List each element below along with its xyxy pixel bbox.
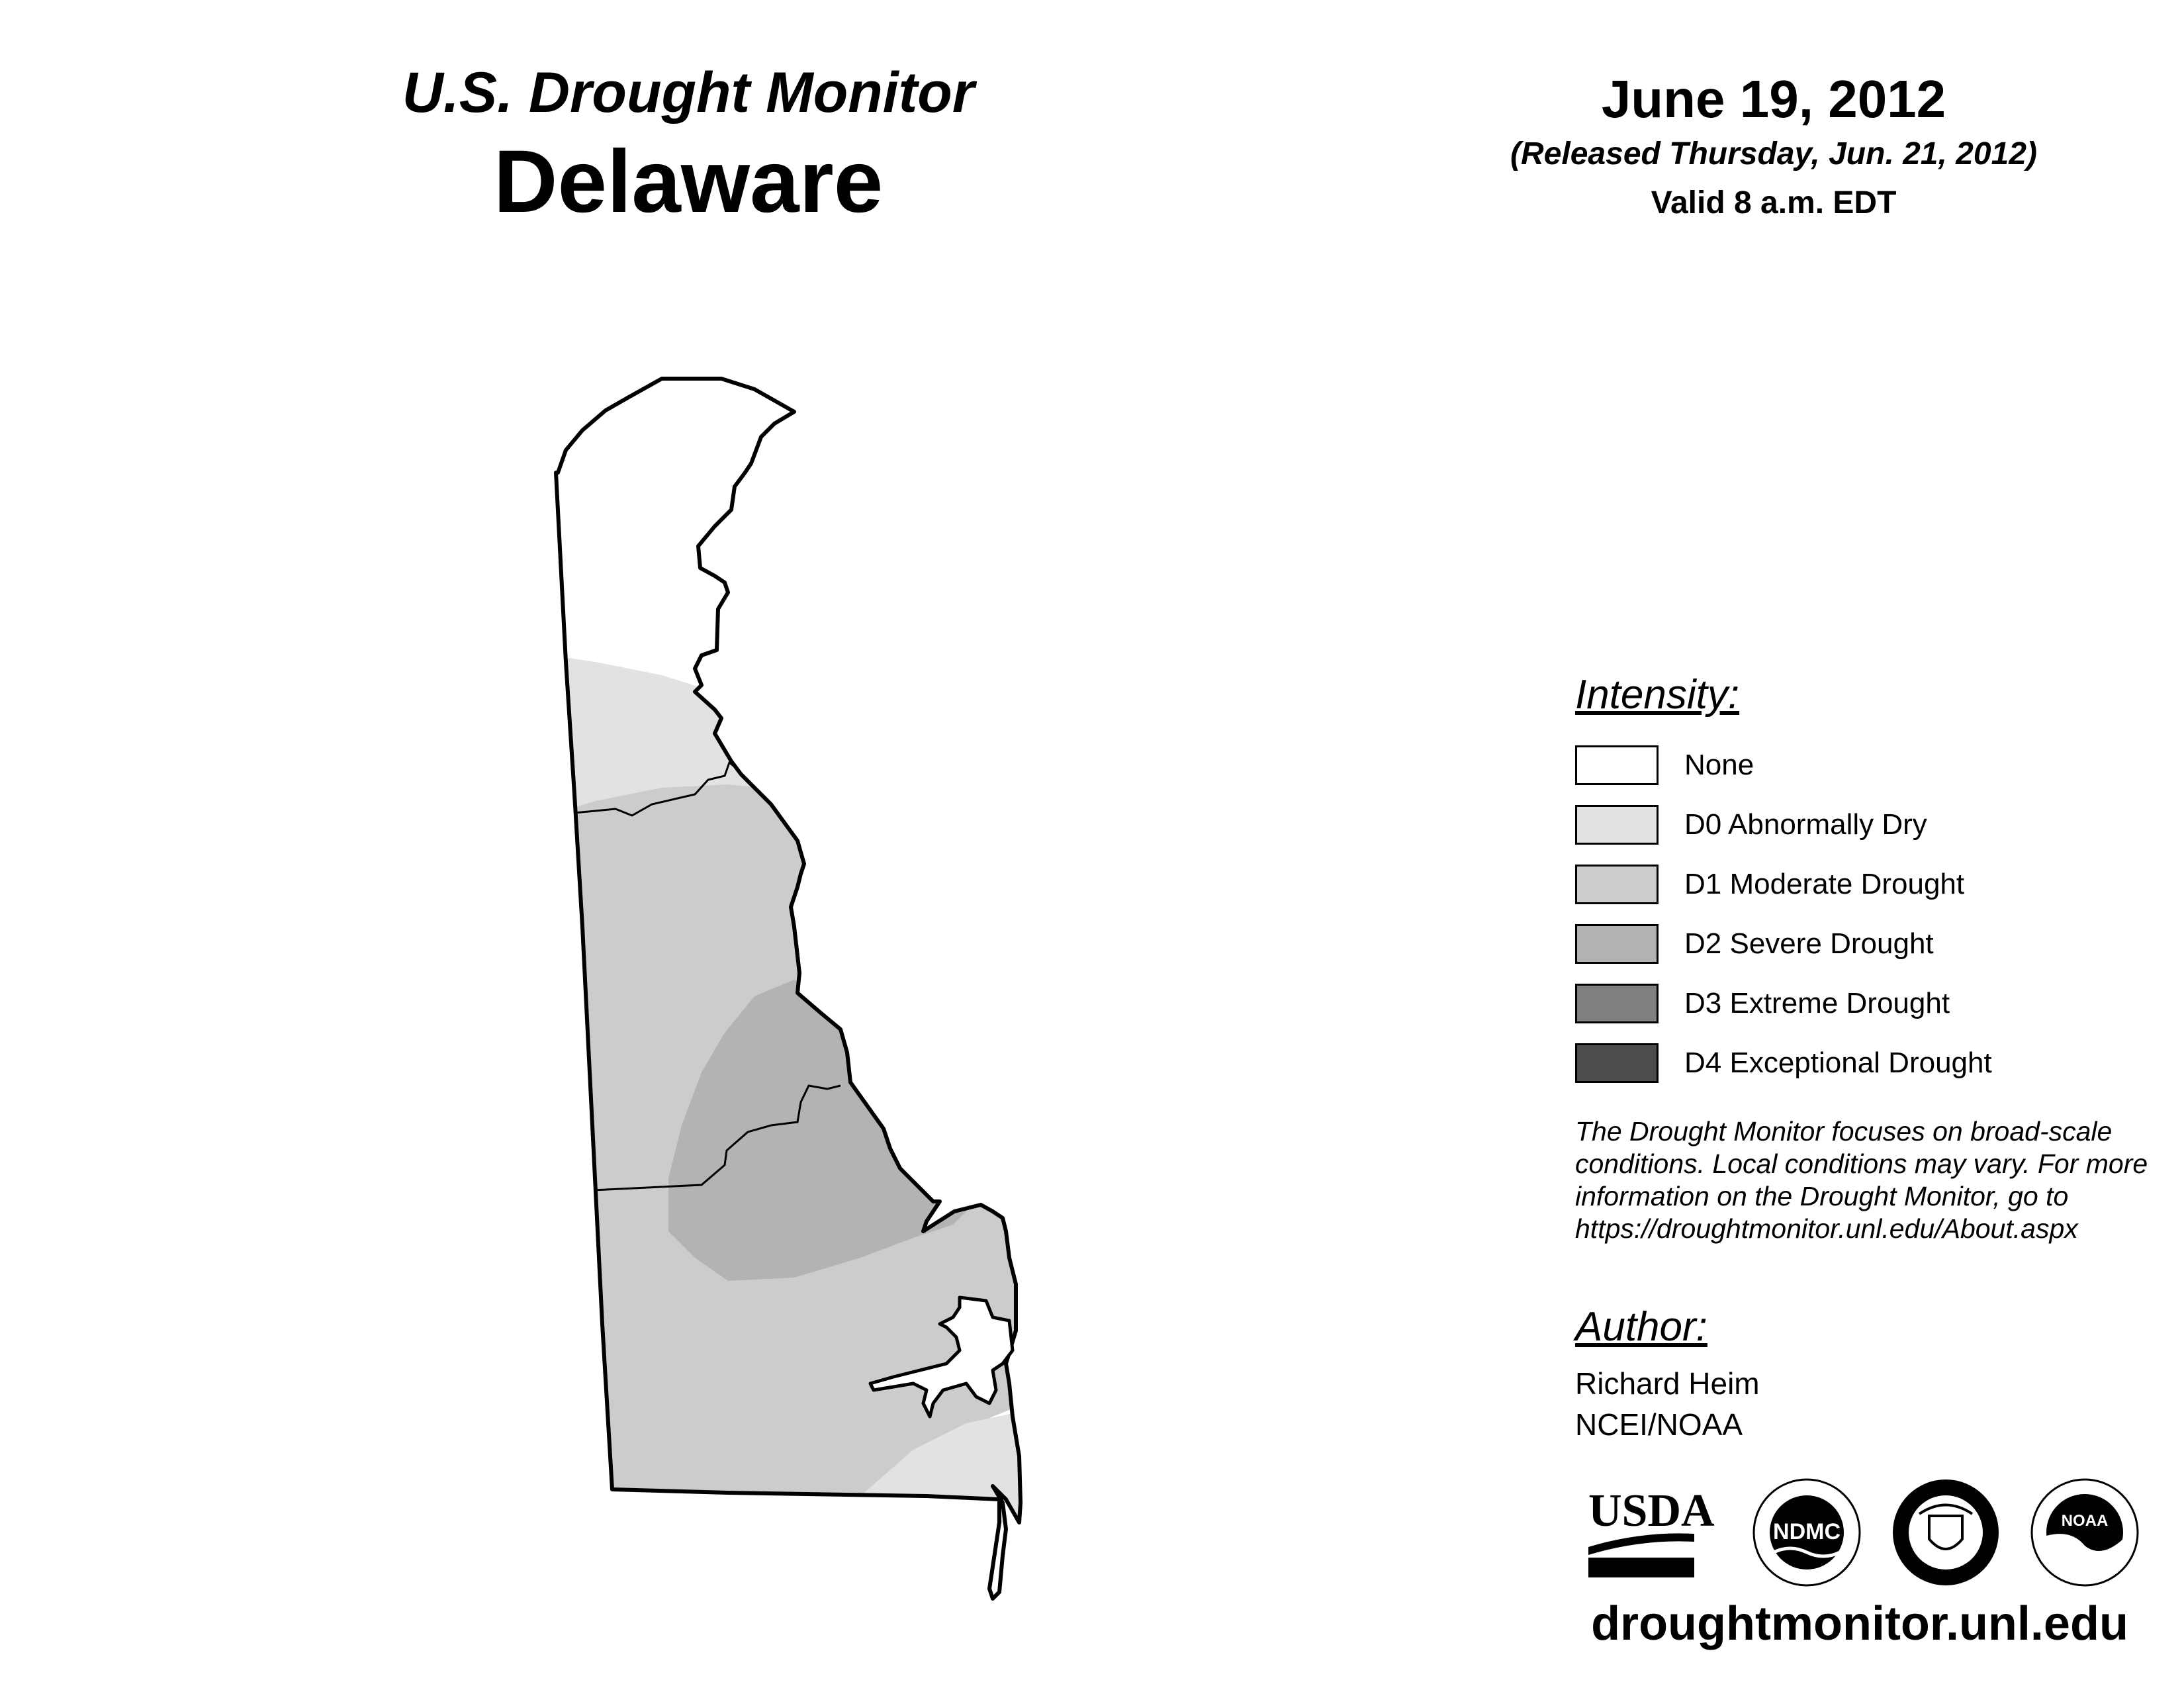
author-name: Richard Heim (1575, 1366, 1760, 1401)
author-block (1575, 1301, 2171, 1445)
map-date: June 19, 2012 (1601, 70, 1946, 128)
author-affiliation: NCEI/NOAA (1575, 1407, 1743, 1442)
website-link[interactable]: droughtmonitor.unl.edu (1591, 1597, 2128, 1650)
usda-logo-text: USDA (1588, 1485, 1715, 1536)
ndmc-logo-text: NDMC (1773, 1519, 1841, 1544)
legend-item-d1 (1575, 859, 2171, 919)
valid-time: Valid 8 a.m. EDT (1651, 185, 1897, 220)
legend-swatch (1575, 924, 1659, 964)
legend-item-d0 (1575, 800, 2171, 859)
legend-label: D0 Abnormally Dry (1684, 808, 1927, 841)
legend-label: D4 Exceptional Drought (1684, 1047, 1992, 1079)
product-title: U.S. Drought Monitor (402, 61, 975, 124)
disclaimer-text: The Drought Monitor focuses on broad-scale conditions. Local conditions may vary. For more information on the Drought Monitor, go to https://droughtmonitor.unl.edu/About.aspx (1575, 1116, 2148, 1244)
legend-heading: Intensity: (1575, 672, 1740, 718)
legend-label: None (1684, 749, 1754, 781)
noaa-logo (2032, 1479, 2138, 1585)
partner-logos (1588, 1473, 2184, 1592)
author-lines (1575, 1363, 2171, 1445)
legend-items (1575, 740, 2171, 1098)
legend (1575, 669, 2171, 1098)
state-name: Delaware (493, 132, 884, 231)
legend-item-d4 (1575, 1038, 2171, 1098)
commerce-seal-logo (1893, 1479, 1999, 1585)
legend-label: D3 Extreme Drought (1684, 987, 1950, 1019)
legend-swatch (1575, 984, 1659, 1023)
legend-item-d3 (1575, 978, 2171, 1038)
author-heading: Author: (1575, 1304, 1707, 1350)
legend-label: D2 Severe Drought (1684, 927, 1934, 960)
usda-logo (1588, 1485, 1715, 1577)
noaa-logo-text: NOAA (2061, 1512, 2109, 1530)
release-text: (Released Thursday, Jun. 21, 2012) (1510, 136, 2037, 171)
legend-swatch (1575, 745, 1659, 785)
legend-swatch (1575, 865, 1659, 904)
legend-swatch (1575, 1043, 1659, 1083)
ndmc-logo (1754, 1479, 1860, 1585)
legend-swatch (1575, 805, 1659, 845)
legend-item-none (1575, 740, 2171, 800)
legend-label: D1 Moderate Drought (1684, 868, 1965, 900)
legend-item-d2 (1575, 919, 2171, 978)
